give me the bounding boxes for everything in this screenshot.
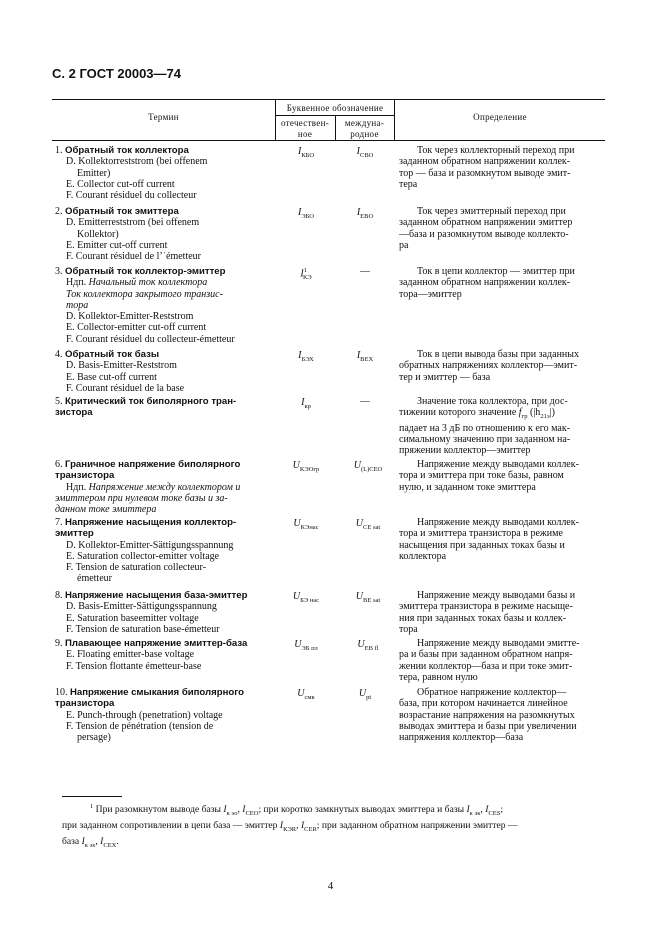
term-line: F. Courant résiduel du collecteur: [66, 190, 197, 202]
symbol-domestic: $I_{БЭХ}$: [298, 350, 314, 363]
term-line: D. Kollektorreststrom (bei offenem: [66, 156, 208, 168]
definition-row-5: Значение тока коллектора, при дос- тижении которого значение $f_{гр}$ $(|h_{21э}|)$ падает на 3 дБ по отношению к его мак- симальному значению при заданном на- пряжении коллектор—эмиттер: [399, 396, 571, 457]
symbol-domestic: $I_{ЭБО}$: [297, 207, 315, 220]
term-line: F. Tension de saturation base-émetteur: [66, 623, 220, 635]
term-line: D. Basis-Emitter-Sättigungsspannung: [66, 601, 217, 613]
term-line: Emitter): [77, 167, 111, 179]
term-number: 7.: [55, 517, 63, 528]
term-line: F. Courant résiduel du collecteur-émetteur: [66, 333, 235, 345]
term-line: F. Tension flottante émetteur-base: [66, 660, 202, 672]
term-number: 10.: [55, 687, 68, 698]
definition-row-4: Ток в цепи вывода базы при заданных обратных напряжениях коллектор—эмит- тер и эмиттер — база: [399, 349, 579, 383]
symbol-domestic: $U_{КЭнас}$: [293, 518, 319, 531]
definition-row-9: Напряжение между выводами эмитте- ра и базы при заданном обратном напря- жении коллектор—база и при токе эмит- тера, равном нулю: [399, 638, 580, 683]
term-row-4: [55, 349, 270, 394]
definition-row-8: Напряжение между выводами базы и эмиттера транзистора в режиме насыще- ния при заданных токах базы и коллек- тора: [399, 590, 576, 635]
document-header: С. 2 ГОСТ 20003—74: [52, 66, 181, 81]
symbol-international: —: [360, 396, 370, 407]
definition-row-7: Напряжение между выводами коллек- тора и эмиттера транзистора в режиме насыщения при заданных токах базы и коллектора: [399, 517, 579, 562]
term-line: E. Collector-emitter cut-off current: [66, 322, 207, 334]
term-row-5: [55, 396, 270, 419]
term-line: persage): [77, 732, 111, 744]
term-title: Напряжение насыщения коллектор-: [65, 517, 237, 528]
symbol-international: $U_{CE sat}$: [355, 518, 381, 531]
header-definition: Определение: [473, 112, 527, 122]
term-title: Напряжение насыщения база-эмиттер: [65, 590, 248, 601]
symbol-domestic: $I_{кр}$: [301, 397, 311, 410]
table-header-bottom-rule: [52, 140, 605, 141]
term-line: D. Emitterreststrom (bei offenem: [66, 217, 200, 229]
term-line: émetteur: [77, 573, 112, 585]
symbol-international: $I_{CBO}$: [356, 146, 374, 159]
footnote: $^1$ При разомкнутом выводе базы $I_{к эо}$, $I_{CEO}$; при коротко замкнутых выводах эмиттера и базы $I_{к эк}$, $I_{CES}$; при заданном сопротивлении в цепи база — эмиттер $I_{КЭR}$, $I_{CER}$; при заданном обратном напряжении эмиттер — база $I_{к эх}$, $I_{CEX}$.: [62, 803, 518, 849]
term-number: 4.: [55, 349, 63, 360]
definition-row-10: Обратное напряжение коллектор— база, при котором начинается линейное возрастание напряжения на разомкнутых выводах эмиттера и базы при увеличении напряжения коллектор—база: [399, 687, 577, 744]
term-line: E. Punch-through (penetration) voltage: [66, 709, 223, 721]
term-line: E. Floating emitter-base voltage: [66, 649, 195, 661]
term-row-6: 6. Граничное напряжение биполярного транзистора Ндп. Напряжение между коллектором и эмиттером при нулевом токе базы и за- данном токе эмиттера: [55, 459, 241, 516]
header-letter-designation: Буквенное обозначение: [286, 103, 384, 113]
term-line: F. Courant résiduel de l’ˈémetteur: [66, 251, 201, 263]
term-title: Напряжение смыкания биполярного: [70, 687, 244, 698]
symbol-domestic: $U_{БЭ нас}$: [292, 591, 320, 604]
header-domestic-2: ное: [297, 129, 313, 139]
term-line: E. Saturation baseemitter voltage: [66, 612, 199, 624]
term-line: E. Emitter cut-off current: [66, 239, 168, 251]
term-title-cont: транзистора: [55, 698, 115, 710]
footnote-rule: [62, 796, 122, 797]
header-domestic-1: отечествен-: [280, 118, 330, 128]
term-line: F. Tension de pénétration (tension de: [66, 720, 214, 732]
term-line: D. Kollektor-Emitter-Reststrom: [66, 311, 194, 323]
term-number: 8.: [55, 590, 63, 601]
term-row-1: [55, 145, 270, 201]
header-intl-2: родное: [350, 129, 379, 139]
term-number: 5.: [55, 396, 63, 407]
term-line: Kollektor): [77, 228, 119, 240]
definition-row-1: Ток через коллекторный переход при заданном обратном напряжении коллек- тор — база и разомкнутом выводе эмит- тера: [399, 145, 575, 190]
symbol-domestic: $U_{КЭОгр}$: [292, 460, 320, 473]
term-line: E. Saturation collector-emitter voltage: [66, 550, 220, 562]
header-intl-1: междуна-: [344, 118, 385, 128]
symbol-international: $I_{BEX}$: [356, 350, 374, 363]
symbol-domestic: $I^1_{КЭ}$: [300, 267, 312, 282]
term-number: 3.: [55, 266, 63, 277]
term-line: E. Collector cut-off current: [66, 178, 175, 190]
term-line: D. Basis-Emitter-Reststrom: [66, 360, 177, 372]
term-title: Плавающее напряжение эмиттер-база: [65, 638, 248, 649]
term-title-cont: зистора: [55, 407, 93, 419]
table-top-rule: [52, 99, 605, 100]
term-row-7: [55, 517, 270, 585]
term-line: E. Base cut-off current: [66, 371, 157, 383]
symbol-domestic: $U_{ЭБ пл}$: [294, 639, 318, 652]
term-title: Граничное напряжение биполярного: [65, 459, 241, 470]
definition-row-6: Напряжение между выводами коллек- тора и эмиттера при токе базы, равном нулю, и заданном токе эмиттера: [399, 459, 579, 493]
term-row-10: [55, 687, 270, 743]
symbol-international: —: [360, 266, 370, 277]
term-number: 6.: [55, 459, 63, 470]
subheader-rule: [275, 115, 395, 116]
term-title: Обратный ток эмиттера: [65, 206, 179, 217]
definition-row-3: Ток в цепи коллектор — эмиттер при заданном обратном напряжении коллек- тора—эмиттер: [399, 266, 575, 300]
symbol-international: $I_{EBO}$: [356, 207, 374, 220]
term-line: F. Courant résiduel de la base: [66, 382, 185, 394]
term-title-cont: эмиттер: [55, 528, 94, 540]
symbol-international: $U_{(L)CEO}$: [353, 460, 383, 473]
term-row-2: [55, 206, 270, 262]
term-title-cont: транзистора: [55, 470, 115, 482]
term-line: F. Tension de saturation collecteur-: [66, 562, 207, 574]
definition-row-2: Ток через эмиттерный переход при заданном обратном напряжении эмиттер —база и разомкнутом выводе коллекто- ра: [399, 206, 573, 251]
term-row-8: [55, 590, 270, 635]
term-title: Обратный ток коллектора: [65, 145, 189, 156]
symbol-international: $U_{pt}$: [358, 688, 372, 701]
header-terms: Термин: [148, 112, 179, 122]
term-number: 9.: [55, 638, 63, 649]
symbol-international: $U_{EB fl}$: [357, 639, 379, 652]
term-title: Обратный ток коллектор-эмиттер: [65, 266, 226, 277]
term-number: 1.: [55, 145, 63, 156]
symbol-domestic: $U_{смк}$: [297, 688, 315, 701]
term-number: 2.: [55, 206, 63, 217]
term-row-9: [55, 638, 270, 672]
term-title: Критический ток биполярного тран-: [65, 396, 237, 407]
page-number: 4: [327, 880, 334, 892]
term-row-3: 3. Обратный ток коллектор-эмиттер Ндп. Начальный ток коллектора Ток коллектора закрытого транзис- тора D. Kollektor-Emitter-Reststrom E. Collector-emitter cut-off current F. Courant résiduel du collecteur-émetteur: [55, 266, 270, 345]
symbol-domestic: $I_{КБО}$: [297, 146, 315, 159]
symbol-international: $U_{BE sat}$: [355, 591, 381, 604]
term-line: D. Kollektor-Emitter-Sättigungsspannung: [66, 539, 234, 551]
term-title: Обратный ток базы: [65, 349, 160, 360]
